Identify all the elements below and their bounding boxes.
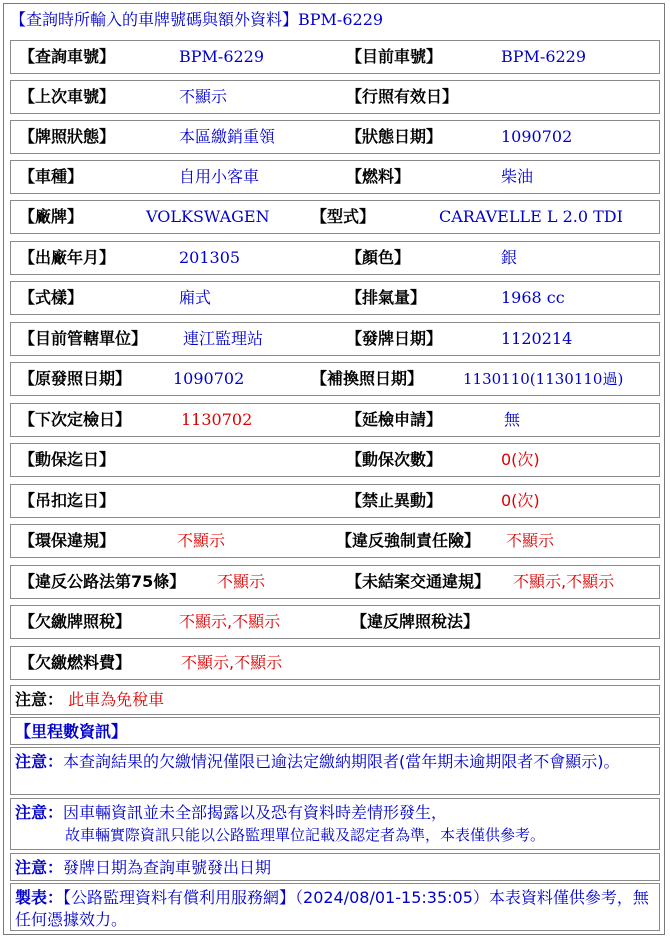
- label-inspection-extension: 【延檢申請】: [346, 410, 443, 429]
- label-previous-plate: 【上次車號】: [19, 87, 116, 106]
- note-label: 注意：: [15, 752, 64, 771]
- value-manufacture-date: 201305: [179, 248, 241, 267]
- label-original-license-date: 【原發照日期】: [19, 369, 132, 388]
- label-suspension-expiry: 【吊扣迄日】: [19, 491, 116, 510]
- footer-label: 製表：: [15, 888, 64, 907]
- info-row-manufacture-date: [10, 241, 660, 275]
- label-lien-expiry: 【動保迄日】: [19, 450, 116, 469]
- value-vehicle-type: 自用小客車: [179, 167, 260, 186]
- value-current-plate: BPM-6229: [501, 47, 587, 66]
- info-row-suspension-expiry: [10, 484, 660, 518]
- label-reissue-date: 【補換照日期】: [311, 369, 424, 388]
- label-highway-law-violation: 【違反公路法第75條】: [19, 572, 186, 591]
- tax-free-note: [10, 685, 660, 715]
- value-status-date: 1090702: [501, 127, 573, 146]
- value-highway-law-violation: 不顯示: [217, 572, 266, 591]
- footer-note: [10, 883, 660, 931]
- info-row-body-style: [10, 281, 660, 315]
- label-issue-date: 【發牌日期】: [346, 329, 443, 348]
- info-row-jurisdiction: [10, 322, 660, 356]
- label-manufacture-date: 【出廠年月】: [19, 248, 116, 267]
- value-displacement: 1968 cc: [501, 288, 565, 307]
- label-displacement: 【排氣量】: [346, 288, 427, 307]
- value-model: CARAVELLE L 2.0 TDI: [439, 207, 623, 226]
- info-row-highway-law-violation: [10, 565, 660, 599]
- label-environmental-violation: 【環保違規】: [19, 531, 116, 550]
- info-row-original-license-date: [10, 362, 660, 396]
- label-current-plate: 【目前車號】: [346, 47, 443, 66]
- info-row-plate-status: [10, 120, 660, 154]
- label-lien-count: 【動保次數】: [346, 450, 443, 469]
- issue-date-note-text: 發牌日期為查詢車號發出日期: [63, 858, 272, 877]
- info-row-previous-plate: [10, 80, 660, 114]
- label-unpaid-license-tax: 【欠繳牌照稅】: [19, 612, 132, 631]
- label-transfer-ban: 【禁止異動】: [346, 491, 443, 510]
- label-pending-traffic-violation: 【未結案交通違規】: [346, 572, 491, 591]
- info-row-unpaid-license-tax: [10, 605, 660, 639]
- value-insurance-violation: 不顯示: [506, 531, 555, 550]
- label-insurance-violation: 【違反強制責任險】: [336, 531, 481, 550]
- value-brand: VOLKSWAGEN: [146, 207, 270, 226]
- label-plate-status: 【牌照狀態】: [19, 127, 116, 146]
- value-unpaid-fuel-fee: 不顯示,不顯示: [181, 653, 283, 672]
- value-jurisdiction: 連江監理站: [183, 329, 264, 348]
- title-plate: BPM-6229: [298, 10, 384, 29]
- note-label: 注意：: [15, 858, 64, 877]
- label-next-inspection: 【下次定檢日】: [19, 410, 132, 429]
- info-row-query-plate: [10, 40, 660, 74]
- label-vehicle-type: 【車種】: [19, 167, 84, 186]
- value-unpaid-license-tax: 不顯示,不顯示: [179, 612, 281, 631]
- label-model: 【型式】: [311, 207, 376, 226]
- value-fuel: 柴油: [501, 167, 534, 186]
- value-lien-count: 0(次): [501, 450, 540, 469]
- value-original-license-date: 1090702: [173, 369, 245, 388]
- note-label: 注意：: [15, 803, 64, 822]
- info-row-unpaid-fuel-fee: [10, 646, 660, 680]
- unpaid-scope-note: [10, 747, 660, 795]
- label-query-plate: 【查詢車號】: [19, 47, 116, 66]
- value-color: 銀: [501, 248, 518, 267]
- label-status-date: 【狀態日期】: [346, 127, 443, 146]
- label-fuel: 【燃料】: [346, 167, 411, 186]
- label-color: 【顏色】: [346, 248, 411, 267]
- label-license-expiry: 【行照有效日】: [346, 87, 459, 106]
- info-row-vehicle-type: [10, 160, 660, 194]
- info-row-environmental-violation: [10, 524, 660, 558]
- value-transfer-ban: 0(次): [501, 491, 540, 510]
- label-license-tax-violation: 【違反牌照稅法】: [351, 612, 480, 631]
- unpaid-scope-text: 本查詢結果的欠繳情況僅限已逾法定繳納期限者(當年期未逾期限者不會顯示)。: [63, 752, 620, 771]
- value-body-style: 廂式: [179, 288, 212, 307]
- note-label: 注意：: [15, 690, 64, 709]
- disclaimer-line-2: 故車輛實際資訊只能以公路監理單位記載及認定者為準，本表僅供參考。: [65, 826, 546, 844]
- disclaimer-line-1: 因車輛資訊並未全部揭露以及恐有資料時差情形發生，: [63, 803, 448, 822]
- mileage-section: [10, 717, 660, 745]
- value-inspection-extension: 無: [504, 410, 521, 429]
- value-pending-traffic-violation: 不顯示,不顯示: [513, 572, 615, 591]
- value-query-plate: BPM-6229: [179, 47, 265, 66]
- info-row-next-inspection: [10, 403, 660, 437]
- title-prefix: 【查詢時所輸入的車牌號碼與額外資料】: [10, 10, 299, 29]
- label-brand: 【廠牌】: [19, 207, 84, 226]
- label-body-style: 【式樣】: [19, 288, 84, 307]
- label-jurisdiction: 【目前管轄單位】: [19, 329, 148, 348]
- value-issue-date: 1120214: [501, 329, 573, 348]
- footer-text: 【公路監理資料有償利用服務網】（2024/08/01-15:35:05）本表資料僅供參考，無任何憑據效力。: [15, 888, 649, 929]
- value-next-inspection: 1130702: [181, 410, 253, 429]
- label-unpaid-fuel-fee: 【欠繳燃料費】: [19, 653, 132, 672]
- disclaimer-note: [10, 798, 660, 850]
- value-plate-status: 本區繳銷重領: [179, 127, 276, 146]
- value-reissue-date: 1130110(1130110過): [463, 370, 624, 388]
- tax-free-text: 此車為免稅車: [68, 690, 165, 709]
- value-previous-plate: 不顯示: [179, 87, 228, 106]
- page-title: [10, 9, 383, 31]
- issue-date-note: [10, 853, 660, 881]
- mileage-heading: 【里程數資訊】: [15, 722, 128, 741]
- info-row-brand: [10, 200, 660, 234]
- value-environmental-violation: 不顯示: [177, 531, 226, 550]
- info-row-lien-expiry: [10, 443, 660, 477]
